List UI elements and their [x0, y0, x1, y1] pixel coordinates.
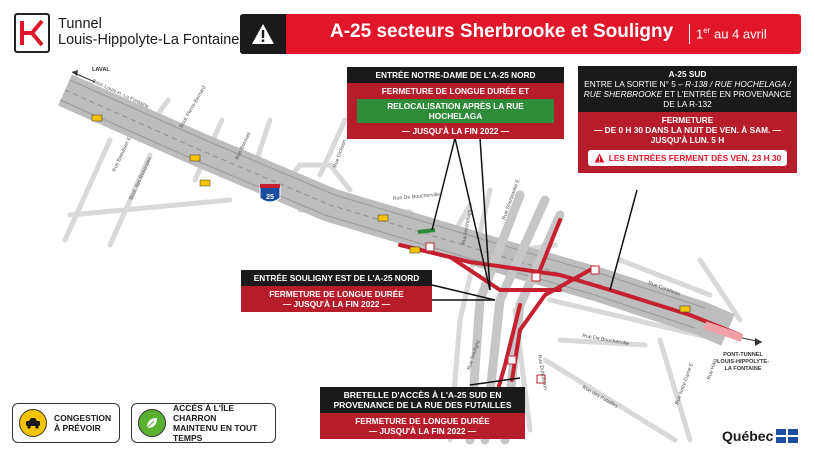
svg-text:Rue Beaubien E.: Rue Beaubien E.: [111, 134, 134, 173]
legend-text: À PRÉVOIR: [54, 423, 101, 433]
svg-text:Rue Souligny: Rue Souligny: [466, 339, 482, 371]
leaf-icon: [138, 409, 166, 437]
callout-title: ENTRÉE SOULIGNY EST DE L'A-25 NORD: [241, 270, 432, 286]
callout-notre-dame-entry: [347, 67, 564, 139]
callout-body: [578, 112, 797, 173]
callout-body: [241, 286, 432, 312]
svg-text:Boul. Louis-H.-La Fontaine: Boul. Louis-H.-La Fontaine: [91, 78, 150, 110]
logo-line-1: Tunnel: [58, 16, 102, 32]
relocation-note: RELOCALISATION APRÈS LA RUE HOCHELAGA: [357, 99, 554, 123]
quebec-logo: [722, 428, 798, 444]
alert-icon: [594, 153, 605, 163]
alert-text: LES ENTRÉES FERMENT DÈS VEN. 23 H 30: [608, 153, 782, 163]
callout-body: [347, 83, 564, 139]
callout-line: FERMETURE DE LONGUE DURÉE ET: [381, 86, 530, 96]
pont-tunnel-label: PONT-TUNNEL LOUIS-HIPPOLYTE- LA FONTAINE: [716, 352, 769, 372]
street-beaubien: [65, 140, 110, 240]
svg-text:Boul. des Roseraies: Boul. des Roseraies: [128, 156, 154, 201]
callout-line: FERMETURE DE LONGUE DURÉE: [355, 416, 490, 426]
callout-futailles-ramp: [320, 387, 525, 439]
logo-line-2: Louis-Hippolyte-La Fontaine: [58, 32, 240, 48]
tunnel-logo-icon: [14, 13, 50, 53]
svg-text:Rue Haig: Rue Haig: [706, 358, 719, 381]
laval-direction-label: LAVAL: [92, 67, 110, 73]
legend-text: MAINTENU EN TOUT TEMPS: [173, 423, 258, 443]
legend-congestion: [12, 403, 120, 443]
callout-body: [320, 413, 525, 439]
callout-line: — JUSQU'À LA FIN 2022 —: [282, 299, 391, 309]
svg-text:Rue Hochelaga: Rue Hochelaga: [461, 209, 474, 246]
early-closure-alert: [588, 150, 787, 166]
svg-text:Rue Sherbrooke E.: Rue Sherbrooke E.: [501, 177, 522, 221]
svg-text:Rue De Boucherville: Rue De Boucherville: [581, 333, 630, 348]
svg-text:Rue Notre-Dame E.: Rue Notre-Dame E.: [674, 360, 696, 406]
callout-line: — JUSQU'À LA FIN 2022 —: [368, 426, 477, 436]
quebec-flag-icon: [776, 429, 798, 443]
callout-line: — DE 0 H 30 DANS LA NUIT DE VEN. À SAM. —: [594, 125, 781, 135]
callout-title: BRETELLE D'ACCÈS À L'A-25 SUD EN PROVENANCE DE LA RUE DES FUTAILLES: [320, 387, 525, 413]
svg-text:Rue Bossuet: Rue Bossuet: [234, 131, 253, 161]
callout-title: ENTRÉE NOTRE-DAME DE L'A-25 NORD: [347, 67, 564, 83]
svg-text:Boul. Pierre-Bernard: Boul. Pierre-Bernard: [178, 85, 208, 129]
legend-text: ACCÈS À L'ÎLE CHARRON: [173, 403, 235, 423]
tunnel-logo-text: [58, 16, 239, 48]
warning-icon: [240, 14, 286, 54]
banner-separator: [689, 24, 690, 44]
legend-text: CONGESTION: [54, 413, 112, 423]
callout-line: — JUSQU'À LA FIN 2022 —: [401, 126, 510, 136]
title-banner: [240, 14, 801, 54]
svg-text:Rue De Boucherville: Rue De Boucherville: [392, 191, 441, 202]
callout-line: JUSQU'À LUN. 5 H: [650, 135, 725, 145]
quebec-wordmark: Québec: [722, 428, 774, 444]
legend-charron-access: [131, 403, 276, 443]
svg-text:Rue Dubuisson: Rue Dubuisson: [536, 354, 549, 391]
banner-title: A-25 secteurs Sherbrooke et Souligny: [330, 21, 674, 42]
callout-title: A-25 SUD ENTRE LA SORTIE N° 5 – R-138 / RUE HOCHELAGA / RUE SHERBROOKE ET L'ENTRÉE EN PROVENANCE DE LA R-132: [578, 66, 797, 112]
svg-text:Rue Curatteau: Rue Curatteau: [647, 280, 682, 298]
svg-text:Rue des Futailles: Rue des Futailles: [581, 384, 619, 410]
callout-line: FERMETURE: [661, 115, 714, 125]
svg-text:25: 25: [266, 194, 274, 201]
svg-text:Rue Dickson: Rue Dickson: [332, 138, 348, 169]
callout-souligny-entry: [241, 270, 432, 312]
congestion-car-icon: [19, 409, 47, 437]
callout-a25-sud: [578, 66, 797, 173]
banner-date: 1er au 4 avril: [696, 26, 767, 42]
callout-line: FERMETURE DE LONGUE DURÉE: [269, 289, 404, 299]
callout-heading: A-25 SUD: [668, 69, 707, 79]
